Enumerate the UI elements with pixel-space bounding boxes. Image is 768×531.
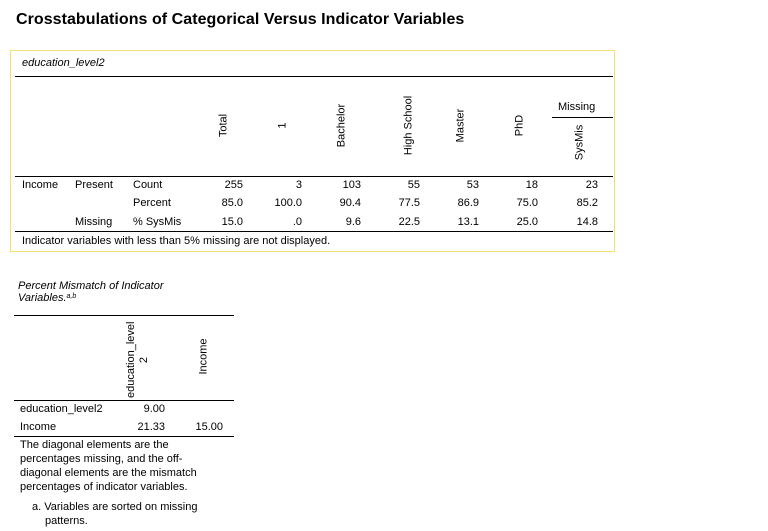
cell: 100.0 — [274, 197, 302, 209]
cell: 21.33 — [137, 421, 165, 433]
crosstab-table[interactable] — [10, 50, 615, 252]
cell: 14.8 — [576, 216, 598, 228]
cell: 9.6 — [345, 216, 361, 228]
cell: 103 — [342, 179, 361, 191]
mismatch-note-line: diagonal elements are the mismatch — [20, 467, 197, 479]
cell: .0 — [292, 216, 302, 228]
cell: 85.0 — [221, 197, 243, 209]
cell: 22.5 — [398, 216, 420, 228]
row-variable-label: Income — [22, 179, 59, 191]
cell: 90.4 — [339, 197, 361, 209]
mismatch-title-line1: Percent Mismatch of Indicator — [18, 280, 164, 292]
mismatch-note-line: The diagonal elements are the — [20, 439, 169, 451]
cell: 85.2 — [576, 197, 598, 209]
divider — [15, 176, 613, 177]
mismatch-title-line2: Variables.$^{a,b}$ — [18, 292, 77, 304]
cell: 15.0 — [221, 216, 243, 228]
col-header-phd: PhD — [513, 114, 526, 137]
cell: 86.9 — [457, 197, 479, 209]
mismatch-note-line: percentages missing, and the off- — [20, 453, 183, 465]
cell: 25.0 — [516, 216, 538, 228]
cell: 18 — [525, 179, 538, 191]
divider — [14, 436, 234, 437]
mismatch-col-education: education_level 2 — [125, 321, 150, 398]
col-header-bachelor: Bachelor — [335, 103, 348, 148]
divider — [14, 315, 234, 316]
mismatch-row-label: education_level2 — [20, 403, 103, 415]
cell: 13.1 — [457, 216, 479, 228]
row-group-present: Present — [75, 179, 113, 191]
cell: 15.00 — [195, 421, 223, 433]
table-footnote: Indicator variables with less than 5% missing are not displayed. — [22, 235, 331, 247]
cell: 23 — [585, 179, 598, 191]
cell: 9.00 — [143, 403, 165, 415]
divider — [14, 400, 234, 401]
col-header-master: Master — [454, 108, 467, 143]
stat-label-percent: Percent — [133, 197, 171, 209]
divider — [15, 76, 613, 77]
cell: 53 — [466, 179, 479, 191]
col-header-high-school: High School — [402, 95, 415, 156]
cell: 75.0 — [516, 197, 538, 209]
mismatch-row-label: Income — [20, 421, 57, 433]
cell: 77.5 — [398, 197, 420, 209]
mismatch-footnote-a-cont: patterns. — [45, 515, 88, 527]
stat-label-count: Count — [133, 179, 163, 191]
divider — [15, 231, 613, 232]
col-header-total: Total — [217, 113, 230, 138]
cell: 3 — [295, 179, 302, 191]
crosstab-caption: education_level2 — [22, 57, 105, 69]
col-header-1: 1 — [276, 122, 289, 129]
page-title: Crosstabulations of Categorical Versus Indicator Variables — [16, 11, 465, 28]
missing-group-header: Missing — [558, 101, 596, 113]
cell: 255 — [224, 179, 243, 191]
col-header-sysmis: SysMis — [573, 124, 586, 161]
mismatch-footnote-a: a. Variables are sorted on missing — [32, 501, 198, 513]
footnote-marker: a,b — [66, 293, 77, 300]
cell: 55 — [407, 179, 420, 191]
row-group-missing: Missing — [75, 216, 113, 228]
stat-label-sysmis: % SysMis — [133, 216, 182, 228]
mismatch-col-income: Income — [197, 338, 210, 375]
mismatch-note-line: percentages of indicator variables. — [20, 481, 188, 493]
